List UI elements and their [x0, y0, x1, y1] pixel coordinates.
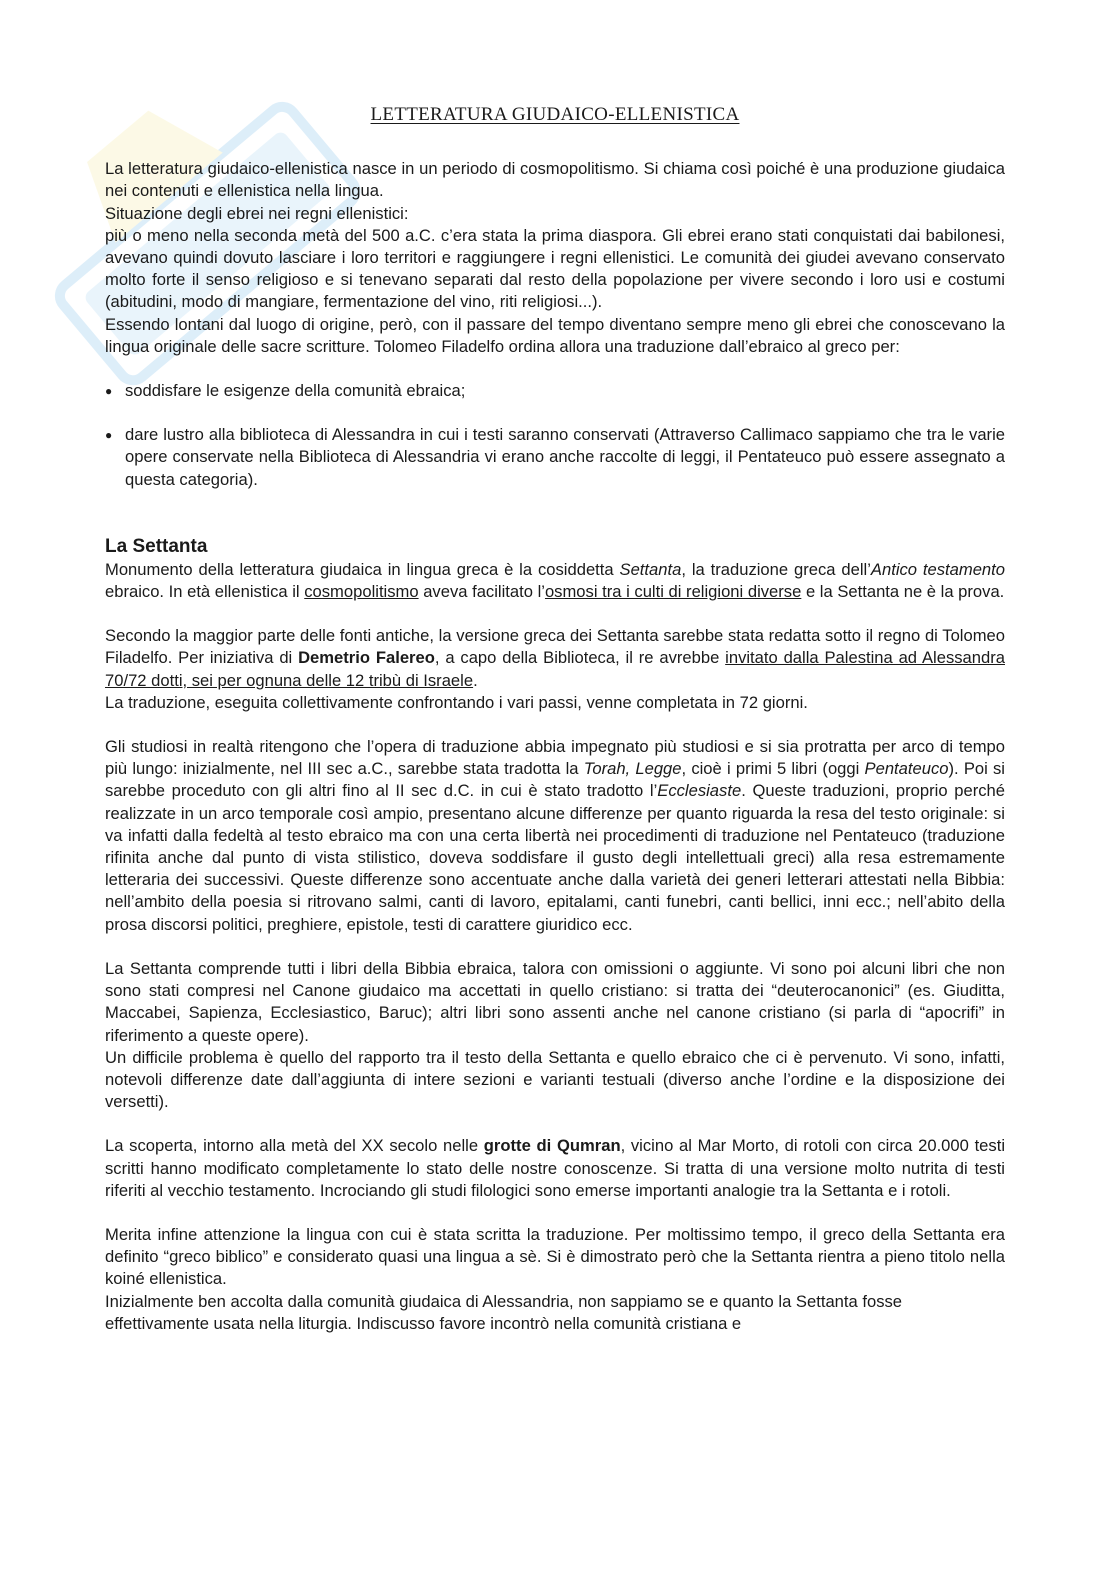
settanta-paragraph-8: Merita infine attenzione la lingua con cui è stata scritta la traduzione. Per moltissimo tempo, il greco della Settanta era definito “greco biblico” e considerato quasi una lingua a sè. Si è dimostrato però che la Settanta rientra a pieno titolo nella koiné ellenistica.: [105, 1224, 1005, 1289]
purpose-list: [105, 380, 1005, 402]
purpose-list-2: [105, 424, 1005, 491]
settanta-paragraph-1: Monumento della letteratura giudaica in lingua greca è la cosiddetta Settanta, la traduzione greca dell’Antico testamento ebraico. In età ellenistica il cosmopolitismo aveva facilitato l’osmosi tra i culti di religioni diverse e la Settanta ne è la prova.: [105, 559, 1005, 602]
settanta-paragraph-2: Secondo la maggior parte delle fonti antiche, la versione greca dei Settanta sarebbe stata redatta sotto il regno di Tolomeo Filadelfo. Per iniziativa di Demetrio Falereo, a capo della Biblioteca, il re avrebbe invitato dalla Palestina ad Alessandra 70/72 dotti, sei per ognuna delle 12 tribù di Israele.: [105, 626, 1005, 690]
settanta-paragraph-6: Un difficile problema è quello del rapporto tra il testo della Settanta e quello ebraico che ci è pervenuto. Vi sono, infatti, notevoli differenze date dall’aggiunta di intere sezioni e varianti testuali (diverso anche l’ordine e la disposizione dei versetti).: [105, 1047, 1005, 1112]
settanta-paragraph-7: La scoperta, intorno alla metà del XX secolo nelle grotte di Qumran, vicino al Mar Morto, di rotoli con circa 20.000 testi scritti hanno modificato completamente lo stato delle nostre conoscenze. Si tratta di una versione molto nutrita di testi riferiti al vecchio testamento. Incrociando gli studi filologici sono emerse importanti analogie tra la Settanta e i rotoli.: [105, 1136, 1005, 1200]
settanta-paragraph-9: Inizialmente ben accolta dalla comunità giudaica di Alessandria, non sappiamo se e quanto la Settanta fosse effettivamente usata nella liturgia. Indiscusso favore incontrò nella comunità cristiana e: [105, 1291, 903, 1333]
settanta-paragraph-5: La Settanta comprende tutti i libri della Bibbia ebraica, talora con omissioni o aggiunte. Vi sono poi alcuni libri che non sono stati compresi nel Canone giudaico ma accettati in quello cristiano: si tratta dei “deuterocanonici” (es. Giuditta, Maccabei, Sapienza, Ecclesiastico, Baruc); altri libri sono assenti anche nel canone cristiano (si parla di “apocrifi” in riferimento a queste opere).: [105, 958, 1005, 1045]
document-page: [105, 104, 1005, 1335]
list-item: ● soddisfare le esigenze della comunità ebraica;: [105, 380, 1005, 402]
settanta-paragraph-3: La traduzione, eseguita collettivamente confrontando i vari passi, venne completata in 72 giorni.: [105, 692, 808, 712]
intro-paragraph-4: Essendo lontani dal luogo di origine, però, con il passare del tempo diventano sempre meno gli ebrei che conoscevano la lingua originale delle sacre scritture. Tolomeo Filadelfo ordina allora una traduzione dall’ebraico al greco per:: [105, 314, 1005, 356]
section-heading-settanta: La Settanta: [105, 535, 208, 557]
page-title: LETTERATURA GIUDAICO-ELLENISTICA: [370, 104, 740, 125]
settanta-paragraph-4: Gli studiosi in realtà ritengono che l’opera di traduzione abbia impegnato più studiosi e si sia protratta per arco di tempo più lungo: inizialmente, nel III sec a.C., sarebbe stata tradotta la Torah, Legge, cioè i primi 5 libri (oggi Pentateuco). Poi si sarebbe proceduto con gli altri fino al II sec d.C. in cui è stato tradotto l’Ecclesiaste. Queste traduzioni, proprio perché realizzate in un arco temporale così ampio, presentano alcune differenze per quanto riguarda la resa del testo originale: si va infatti dalla fedeltà al testo ebraico ma con una certa libertà nei procedimenti di traduzione nel Pentateuco (traduzione rifinita anche dal punto di vista stilistico, doveva soddisfare il gusto degli intellettuali greci) alla resa estremamente letteraria dei successivi. Queste differenze sono accentuate anche dalla varietà dei generi letterari attestati nella Bibbia: nell’ambito della poesia si ritrovano salmi, canti di lavoro, epitalami, canti funebri, canti bellici, inni ecc.; nell’abito della prosa discorsi politici, preghiere, epistole, testi di carattere giuridico ecc.: [105, 737, 1005, 934]
intro-paragraph-3: più o meno nella seconda metà del 500 a.C. c’era stata la prima diaspora. Gli ebrei erano stati conquistati dai babilonesi, avevano quindi dovuto lasciare i loro territori e raggiungere i regni ellenistici. Le comunità dei giudei avevano conservato molto forte il senso religioso e si tenevano separati dal resto della popolazione per vivere secondo i loro usi e costumi (abitudini, modo di mangiare, fermentazione del vino, riti religiosi...).: [105, 225, 1005, 312]
list-item: ● dare lustro alla biblioteca di Alessandra in cui i testi saranno conservati (Attraverso Callimaco sappiamo che tra le varie opere conservate nella Biblioteca di Alessandria vi erano anche raccolte di leggi, il Pentateuco può essere assegnato a questa categoria).: [105, 424, 1005, 491]
intro-paragraph-1: La letteratura giudaico-ellenistica nasce in un periodo di cosmopolitismo. Si chiama così poiché è una produzione giudaica nei contenuti e ellenistica nella lingua.: [105, 159, 1005, 201]
intro-paragraph-2: Situazione degli ebrei nei regni ellenistici:: [105, 203, 409, 223]
